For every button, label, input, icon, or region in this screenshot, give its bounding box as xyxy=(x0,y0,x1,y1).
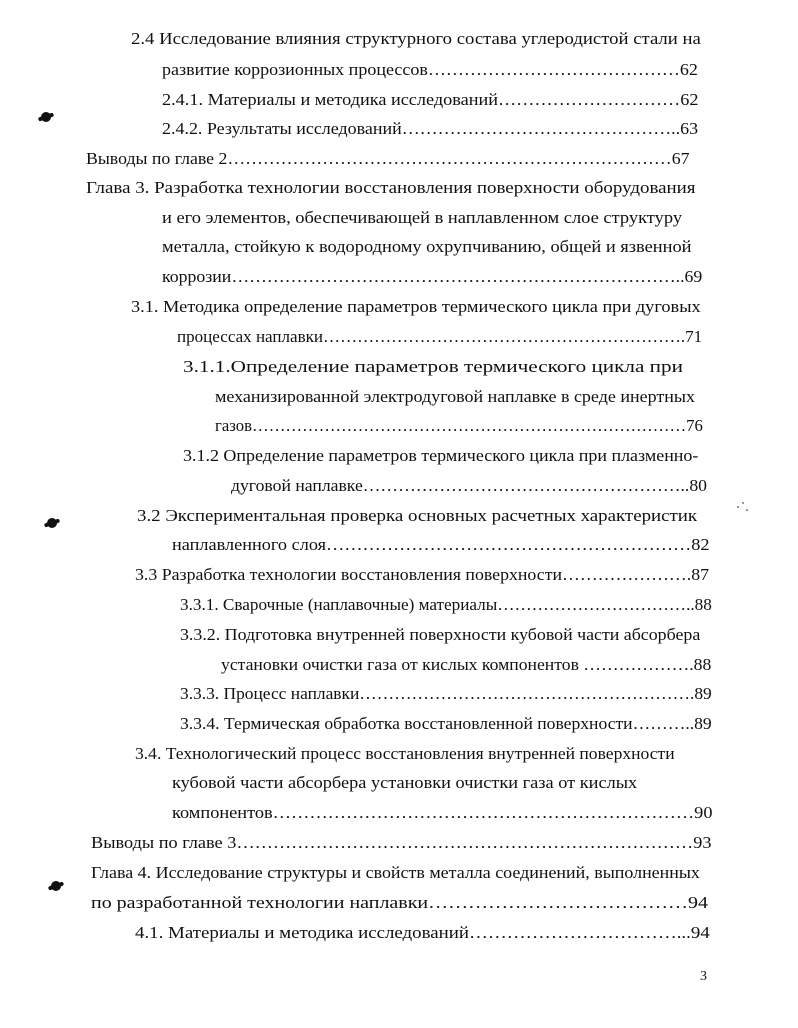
scan-speck-2 xyxy=(742,502,744,504)
toc-line-21: установки очистки газа от кислых компонентов ……………….88 xyxy=(221,655,712,674)
scan-speck-1 xyxy=(737,506,739,508)
toc-line-3: 2.4.2. Результаты исследований………………………………………..63 xyxy=(162,119,699,138)
toc-line-29: по разработанной технологии наплавки…………………………………94 xyxy=(91,893,708,912)
toc-line-18: 3.3 Разработка технологии восстановления поверхности………………….87 xyxy=(135,565,710,584)
scan-mark-1 xyxy=(41,112,51,122)
toc-line-24: 3.4. Технологический процесс восстановления внутренней поверхности xyxy=(135,744,675,763)
toc-line-2: 2.4.1. Материалы и методика исследований…………………………62 xyxy=(162,90,699,109)
toc-line-27: Выводы по главе 3…………………………………………………………………93 xyxy=(91,833,712,852)
toc-line-15: дуговой наплавке………………………………………………..80 xyxy=(231,476,707,495)
toc-line-19: 3.3.1. Сварочные (наплавочные) материалы……………………………..88 xyxy=(180,595,712,614)
toc-line-6: и его элементов, обеспечивающей в наплавленном слое структуру xyxy=(162,208,683,227)
toc-line-10: процессах наплавки……………………………………………………….71 xyxy=(177,327,703,346)
toc-line-30: 4.1. Материалы и методика исследований……………………………...94 xyxy=(135,923,710,942)
toc-line-8: коррозии…………………………………………………………………..69 xyxy=(162,267,703,286)
scan-mark-3 xyxy=(51,881,61,891)
toc-line-26: компонентов……………………………………………………………90 xyxy=(172,803,713,822)
toc-line-17: наплавленного слоя……………………………………………………82 xyxy=(172,535,710,554)
toc-line-28: Глава 4. Исследование структуры и свойств металла соединений, выполненных xyxy=(91,863,700,882)
page-number: 3 xyxy=(700,969,707,984)
toc-line-11: 3.1.1.Определение параметров термического цикла при xyxy=(183,357,683,376)
toc-line-4: Выводы по главе 2…………………………………………………………………67 xyxy=(86,149,690,168)
toc-line-9: 3.1. Методика определение параметров термического цикла при дуговых xyxy=(131,297,701,316)
toc-line-25: кубовой части абсорбера установки очистки газа от кислых xyxy=(172,773,638,792)
scan-speck-3 xyxy=(746,509,748,511)
toc-line-14: 3.1.2 Определение параметров термического цикла при плазменно- xyxy=(183,446,699,465)
toc-line-16: 3.2 Экспериментальная проверка основных расчетных характеристик xyxy=(137,506,698,525)
toc-line-12: механизированной электродуговой наплавке в среде инертных xyxy=(215,387,695,406)
toc-line-13: газов……………………………………………………………………76 xyxy=(215,416,703,435)
toc-line-5: Глава 3. Разработка технологии восстановления поверхности оборудования xyxy=(86,178,696,197)
scan-mark-2 xyxy=(47,518,57,528)
toc-line-23: 3.3.4. Термическая обработка восстановленной поверхности………..89 xyxy=(180,714,712,733)
toc-line-7: металла, стойкую к водородному охрупчиванию, общей и язвенной xyxy=(162,237,692,256)
toc-line-0: 2.4 Исследование влияния структурного состава углеродистой стали на xyxy=(131,29,701,48)
toc-line-20: 3.3.2. Подготовка внутренней поверхности кубовой части абсорбера xyxy=(180,625,701,644)
toc-line-1: развитие коррозионных процессов……………………………………62 xyxy=(162,60,698,79)
toc-line-22: 3.3.3. Процесс наплавки………………………………………………….89 xyxy=(180,684,712,703)
